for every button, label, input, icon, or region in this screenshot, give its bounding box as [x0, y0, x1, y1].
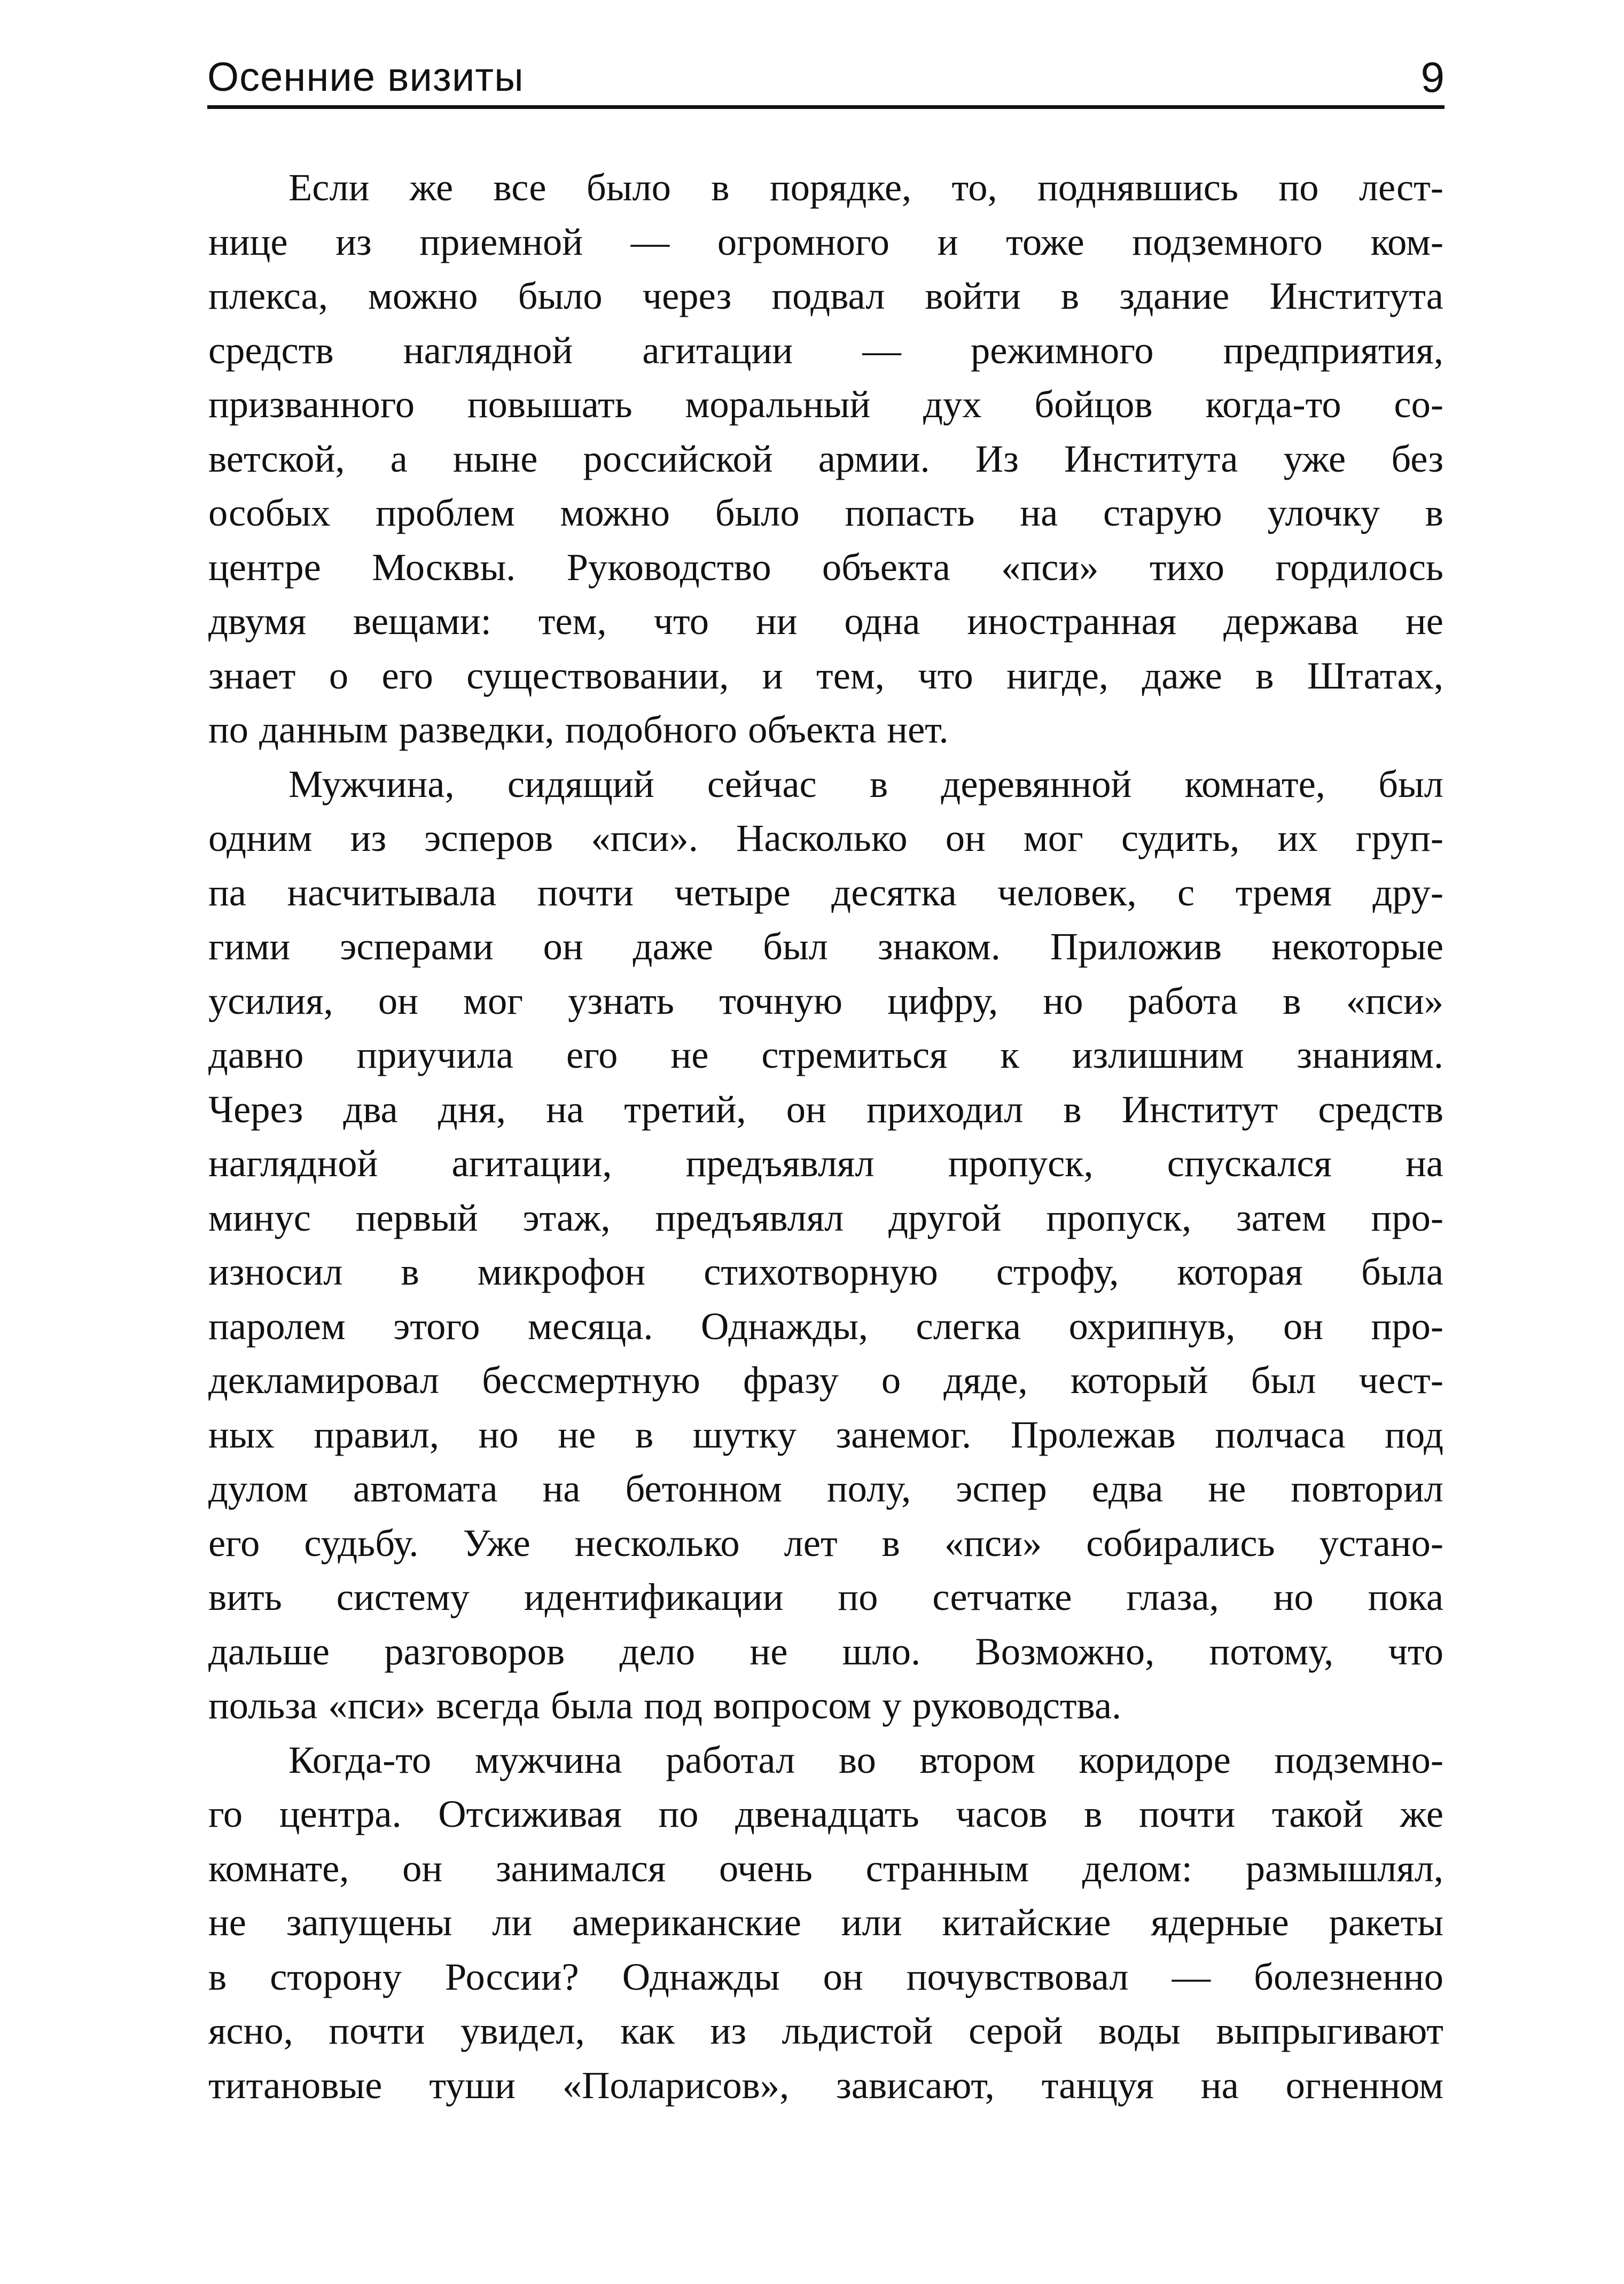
text-line: дулом автомата на бетонном полу, эспер едва не повторил: [208, 1467, 1443, 1510]
text-line: нице из приемной — огромного и тоже подземного ком-: [208, 220, 1443, 263]
text-line: гими эсперами он даже был знаком. Приложив некоторые: [208, 925, 1443, 968]
body-text: [208, 160, 1443, 2112]
text-line: двумя вещами: тем, что ни одна иностранная держава не: [208, 599, 1443, 643]
text-line: минус первый этаж, предъявлял другой пропуск, затем про-: [208, 1195, 1443, 1239]
paragraph: [208, 160, 1443, 757]
text-line: износил в микрофон стихотворную строфу, которая была: [208, 1250, 1443, 1293]
text-line: польза «пси» всегда была под вопросом у руководства.: [208, 1684, 1122, 1727]
text-line: Когда-то мужчина работал во втором коридоре подземно-: [288, 1738, 1443, 1781]
text-line: усилия, он мог узнать точную цифру, но работа в «пси»: [208, 979, 1443, 1022]
text-line: в сторону России? Однажды он почувствовал — болезненно: [208, 1954, 1443, 1998]
text-line: его судьбу. Уже несколько лет в «пси» собирались устано-: [208, 1521, 1443, 1565]
text-line: призванного повышать моральный дух бойцов когда-то со-: [208, 382, 1443, 426]
text-line: центре Москвы. Руководство объекта «пси» тихо гордилось: [208, 545, 1443, 589]
text-line: Мужчина, сидящий сейчас в деревянной комнате, был: [288, 762, 1443, 805]
text-line: средств наглядной агитации — режимного предприятия,: [208, 328, 1443, 372]
page-number: 9: [1420, 53, 1445, 101]
text-line: наглядной агитации, предъявлял пропуск, спускался на: [208, 1141, 1443, 1185]
text-line: не запущены ли американские или китайские ядерные ракеты: [208, 1900, 1443, 1944]
text-line: давно приучила его не стремиться к излишним знаниям.: [208, 1033, 1443, 1076]
text-line: ветской, а ныне российской армии. Из Института уже без: [208, 436, 1443, 480]
text-line: паролем этого месяца. Однажды, слегка охрипнув, он про-: [208, 1304, 1443, 1348]
text-line: по данным разведки, подобного объекта нет.: [208, 708, 949, 751]
text-line: титановые туши «Поларисов», зависают, танцуя на огненном: [208, 2063, 1443, 2107]
text-line: одним из эсперов «пси». Насколько он мог судить, их груп-: [208, 816, 1443, 859]
header-rule: [207, 105, 1445, 109]
text-line: плекса, можно было через подвал войти в здание Института: [208, 274, 1443, 317]
text-line: вить систему идентификации по сетчатке глаза, но пока: [208, 1575, 1443, 1618]
text-line: комнате, он занимался очень странным делом: размышлял,: [208, 1846, 1443, 1890]
text-line: декламировал бессмертную фразу о дяде, который был чест-: [208, 1358, 1443, 1402]
running-title: Осенние визиты: [207, 54, 524, 100]
text-line: ных правил, но не в шутку занемог. Пролежав полчаса под: [208, 1412, 1443, 1456]
text-line: знает о его существовании, и тем, что нигде, даже в Штатах,: [208, 653, 1443, 697]
text-line: особых проблем можно было попасть на старую улочку в: [208, 491, 1443, 534]
paragraph: [208, 1733, 1443, 2113]
text-line: го центра. Отсиживая по двенадцать часов в почти такой же: [208, 1792, 1443, 1835]
text-line: ясно, почти увидел, как из льдистой серой воды выпрыгивают: [208, 2009, 1443, 2052]
text-line: Если же все было в порядке, то, поднявшись по лест-: [288, 166, 1443, 209]
running-header: [207, 51, 1445, 109]
text-line: па насчитывала почти четыре десятка человек, с тремя дру-: [208, 870, 1443, 914]
text-line: Через два дня, на третий, он приходил в Институт средств: [208, 1087, 1443, 1131]
paragraph: [208, 757, 1443, 1733]
text-line: дальше разговоров дело не шло. Возможно, потому, что: [208, 1629, 1443, 1673]
